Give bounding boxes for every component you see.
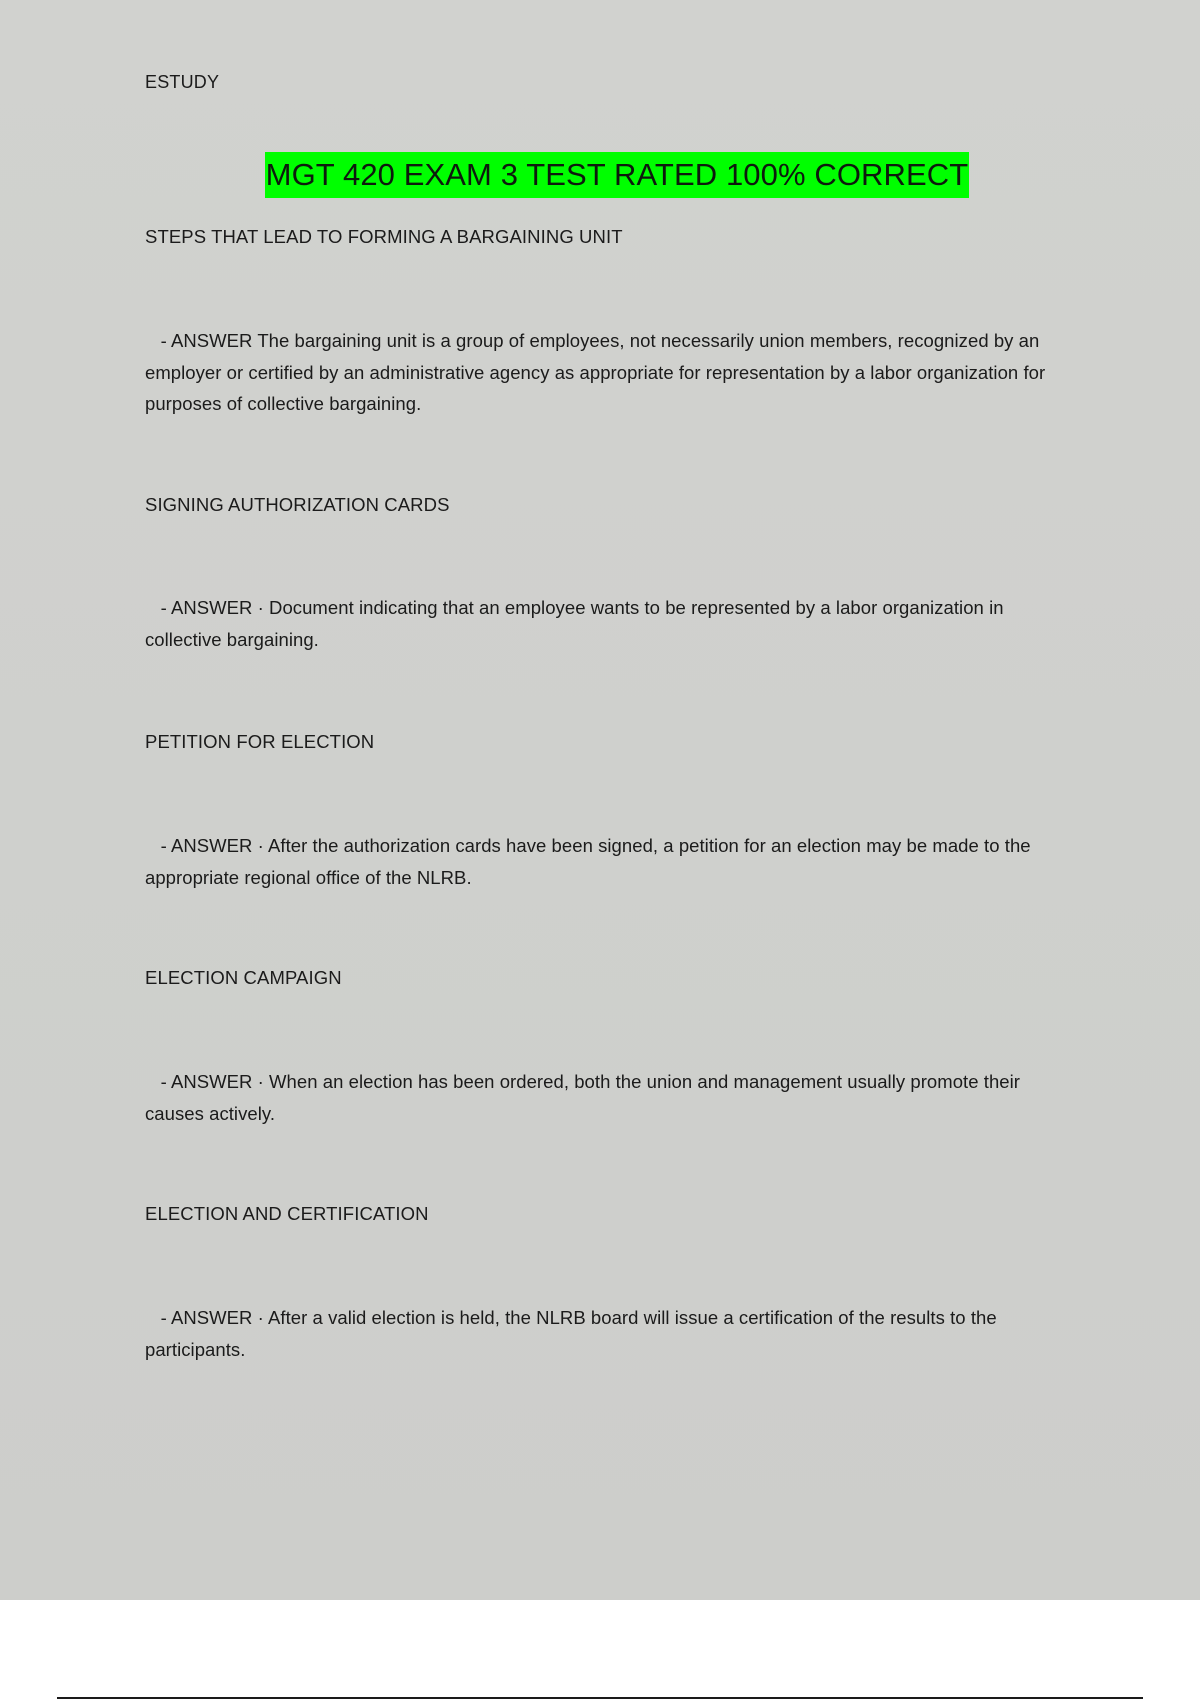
question-heading: PETITION FOR ELECTION (145, 731, 375, 752)
answer-text: - ANSWER The bargaining unit is a group of employees, not necessarily union members, recognized by an employer or certified by an administrative agency as appropriate for representation by a labor organization for purposes of collective bargaining. (145, 330, 1051, 414)
question-heading: SIGNING AUTHORIZATION CARDS (145, 494, 450, 515)
answer-text: - ANSWER · Document indicating that an employee wants to be represented by a labor organization in collective bargaining. (145, 597, 1009, 650)
answer-text: - ANSWER · After the authorization cards have been signed, a petition for an election may be made to the appropriate regional office of the NLRB. (145, 835, 1036, 888)
answer-text: - ANSWER · After a valid election is held, the NLRB board will issue a certification of the results to the participants. (145, 1307, 1002, 1360)
answer-text: - ANSWER · When an election has been ordered, both the union and management usually promote their causes actively. (145, 1071, 1026, 1124)
question-heading: ELECTION AND CERTIFICATION (145, 1203, 429, 1224)
question-heading: ELECTION CAMPAIGN (145, 967, 342, 988)
title-container (0, 152, 1200, 198)
document-title: MGT 420 EXAM 3 TEST RATED 100% CORRECT (265, 152, 970, 198)
footer-divider (57, 1697, 1143, 1699)
question-heading: STEPS THAT LEAD TO FORMING A BARGAINING UNIT (145, 226, 623, 247)
document-header: ESTUDY (145, 72, 220, 92)
